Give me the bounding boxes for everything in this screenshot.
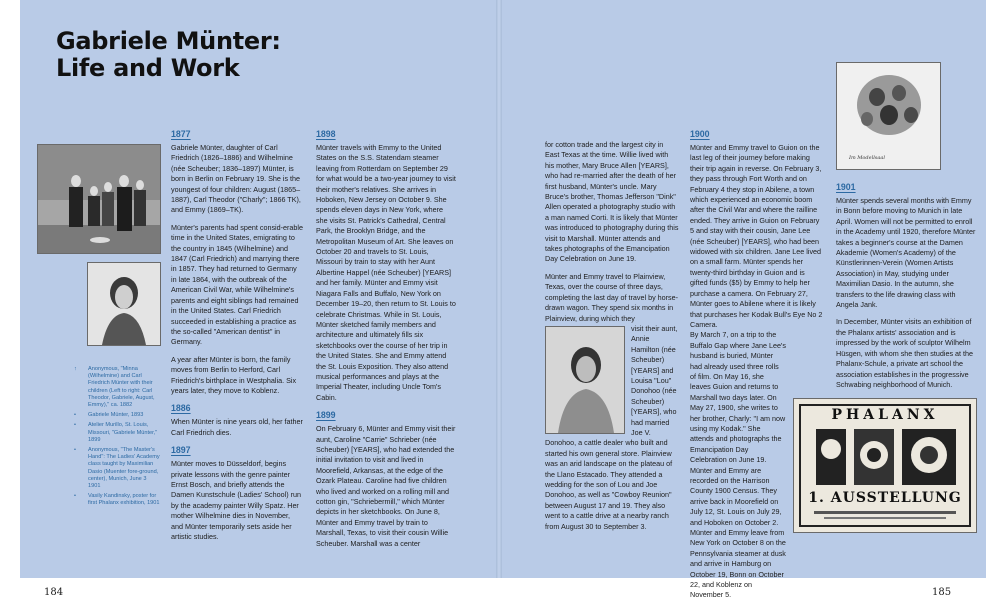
caption-marker: • [74, 422, 76, 429]
caption-text: Gabriele Münter, 1893 [88, 412, 144, 419]
book-gutter [496, 0, 502, 578]
phalanx-poster [793, 398, 977, 533]
photo-inscription: Im Modellsaal [849, 155, 885, 161]
ladies-academy-photo [836, 62, 941, 170]
portrait-1899-photo [545, 326, 625, 434]
portrait-1893-photo [87, 262, 161, 346]
paragraph: By March 7, on a trip to the Buffalo Gap where Jane Lee's husband is buried, Münter had already used three rolls of film. On May 16, she leaves Guion and returns to Marshall two days later. On May 27, 1900, she writes to her brother, Charly: "I am now using my Kodak." She attends and photographs the Emancipation Day Celebration on June 19. Münter and Emmy are recorded on the Harrison County 1900 Census. They arrive back in Moorefield on July 12, St. Louis on July 29, and Hoboken on October 2. Münter and Emmy leave from New York on October 8 on the Pennsylvania steamer at dusk and arrive in Hamburg on October 19, Bonn on October 22, and Koblenz on November 5. [690, 330, 786, 600]
column-1877 [171, 127, 304, 549]
year-heading-1898: 1898 [316, 129, 336, 139]
paragraph: Münter and Emmy travel to Plainview, Texas, over the course of three days, completing the last day of travel by horse-drawn wagon. They spend six months in Plainview, during which they [545, 271, 679, 323]
year-heading-1901: 1901 [836, 182, 856, 192]
paragraph: A year after Münter is born, the family moves from Berlin to Herford, Carl Friedrich's birthplace in Westphalia. Six years later, they move to Koblenz. [171, 354, 297, 395]
caption-text: Anonymous, "The Master's Hand": The Ladies' Academy class taught by Maximilian Dasio (Muenter fore-ground, center), Munich, June 3 1901 [88, 447, 160, 490]
caption-item [74, 422, 160, 444]
year-heading-1900: 1900 [690, 129, 710, 139]
paragraph: for cotton trade and the largest city in East Texas at the time. Willie lived with his mother, Mary Bruce Allen [YEARS], who had re-married after the death of her first husband, Münter's uncle. Mary Bruce's brother, Thomas Jefferson "Dink" Allen operated a photography studio with a man named Corti. It is likely that Münter was introduced to photography during this visit to Marshall. Münter attends and takes photographs of the Emancipation Day Celebration on June 19. [545, 140, 679, 264]
caption-item [74, 493, 160, 507]
paragraph: When Münter is nine years old, her father Carl Friedrich dies. [171, 417, 303, 437]
paragraph: Münter and Emmy travel to Guion on the last leg of their journey before making their trip again in reverse. On February 3, they pass through Fort Worth and on February 4 they stop in Abilene, a town which experienced an economic boom after the Civil War and where the railline ended. They arrive in Guion on February 5 and stay with their cousin, Jane Lee (née Scheuber) [YEARS], who had been widowed with six children. Jane Lee lived on a small farm. Münter spends her twenty-third birthday in Guion and is gifted funds ($5) by Emmy to help her purchase a camera. On February 27, Münter goes to Abilene where it is likely that purchases her Kodak Bull's Eye No 2 Camera. [690, 143, 823, 329]
paragraph: Gabriele Münter, daughter of Carl Friedrich (1826–1886) and Wilhelmine (née Scheuber; 1836–1897) Münter, is born in Berlin on February 19. She is the youngest of four children: August (1865–1887), Carl Theodor ("Charly"; 1866 TK), and Emmy (1869–TK). [171, 143, 301, 215]
caption-marker: • [74, 412, 76, 419]
caption-item [74, 366, 160, 409]
caption-item [74, 447, 160, 490]
year-heading-1899: 1899 [316, 410, 336, 421]
paragraph: Münter spends several months with Emmy in Bonn before moving to Munich in late April. Women will not be permitted to enroll in the Academy until 1920, therefore Münter takes a beginner's course at the Damen Akademie (Women's Academy) of the Künstlerinnen-Verein (Women Artists Association) in May, studying under Maximilian Dasio. In the autumn, she transfers to the life drawing class with Angela Jank. [836, 196, 976, 310]
year-heading-1897: 1897 [171, 445, 191, 456]
paragraph: Münter travels with Emmy to the United States on the S.S. Statendam steamer leaving from Rotterdam on September 29 for what would be a two-year journey to visit their mother's relatives. She arrives in Hoboken, New Jersey on October 9. She spends eleven days in New York, where she visits St. Patrick's Cathedral, Central Park, the Brooklyn Bridge, and the Metropolitan Museum of Art. She leaves on October 20 and travels to St. Louis, Missouri by train to stay with her Aunt Albertine Happel (née Scheuber) [YEARS] and her family. Münter and Emmy visit Niagara Falls and Buffalo, New York on December 19–20, then return to St. Louis to celebrate Christmas. While in St. Louis, Münter sketched family members and architecture and ultimately fills six sketchbooks over the course of her trip in the United States. She and Emmy attend the St. Louis Exposition. They also attend musical performances and plays at the Imperial Theater, including Uncle Tom's Cabin. [316, 143, 456, 402]
caption-text: Vasily Kandinsky, poster for first Phalanx exhibition, 1901 [88, 493, 160, 507]
caption-text: Anonymous, "Minna (Wilhelmine) and Carl Friedrich Münter with their children (Left to right: Carl Theodor, Gabriele, August, Emmy)," ca. 1882 [88, 366, 155, 409]
caption-marker: • [74, 447, 76, 454]
caption-marker: ↑ [74, 366, 77, 372]
poster-title: PHALANX [831, 407, 939, 423]
year-heading-1886: 1886 [171, 403, 191, 414]
paragraph: Münter moves to Düsseldorf, begins private lessons with the genre painter Ernst Bosch, and briefly attends the Damen Kunstschule (Ladies' School) run by the academy painter Willy Spatz. Her mother Wilhelmine dies in November, and Münter temporarily sets aside her artistic studies. [171, 459, 302, 541]
family-photo [37, 144, 161, 254]
page-number-right: 185 [932, 587, 952, 598]
paragraph: visit their aunt, Annie Hamilton (née Scheuber) [YEARS] and Louisa "Lou" Donohoo (née Scheuber) [YEARS], who had married Joe V. Donohoo, a cattle dealer who built and started his own general store. Plainview was an arid landscape on the plateau of the Llano Estacado. They attended a wedding for the son of Lou and Joe Donohoo, as well as "Cowboy Reunion" between August 17 and 19. They also went to a cattle drive at a nearby ranch from August 30 to September 3. [545, 323, 678, 531]
paragraph: Münter's parents had spent consid-erable time in the United States, emigrating to the country in 1845 (Wilhelmine) and 1847 (Carl Friedrich) and marrying there in 1857. They had returned to Germany in late 1864, with the outbreak of the American Civil War, while Wilhelmine's parents and eight siblings had remained in the United States. Carl Friedrich succeeded in establishing a practice as the so-called "American dentist" in Germany. [171, 222, 304, 347]
paragraph: In December, Münter visits an exhibition of the Phalanx artists' association and is impressed by the work of sculptor Wilhelm Hüsgen, with whom she then studies at the Phalanx-Schule, a private art school the association establishes in the progressive Schwabing neighborhood of Munich. [836, 317, 974, 389]
caption-text: Atelier Murillo, St. Louis, Missouri, "Gabriele Münter," 1899 [88, 422, 158, 443]
page-number-left: 184 [44, 587, 64, 598]
caption-marker: • [74, 493, 76, 500]
year-heading-1877: 1877 [171, 129, 191, 139]
column-1899-continued [545, 140, 679, 539]
column-1901 [836, 180, 976, 397]
poster-subtitle: 1. AUSSTELLUNG [808, 490, 962, 506]
page-title: Gabriele Münter: Life and Work [56, 27, 281, 82]
paragraph: On February 6, Münter and Emmy visit their aunt, Caroline "Carrie" Schrieber (née Scheuber) [YEARS], who had extended the initial invitation to visit and lived in Moorefield, Arkansas, at the edge of the Ozark Plateau. Caroline had five children who lived and worked on a rolling mill and cotton gin, "Schriebermill," which Münter depicts in her sketchbooks. On June 8, Münter and Emmy travel by train to Marshall, Texas, to visit their cousin Willie Scheuber. Marshall was a center [316, 424, 456, 548]
image-captions [74, 366, 160, 511]
caption-item [74, 412, 160, 419]
column-1898 [316, 127, 456, 556]
column-1900 [690, 127, 823, 608]
